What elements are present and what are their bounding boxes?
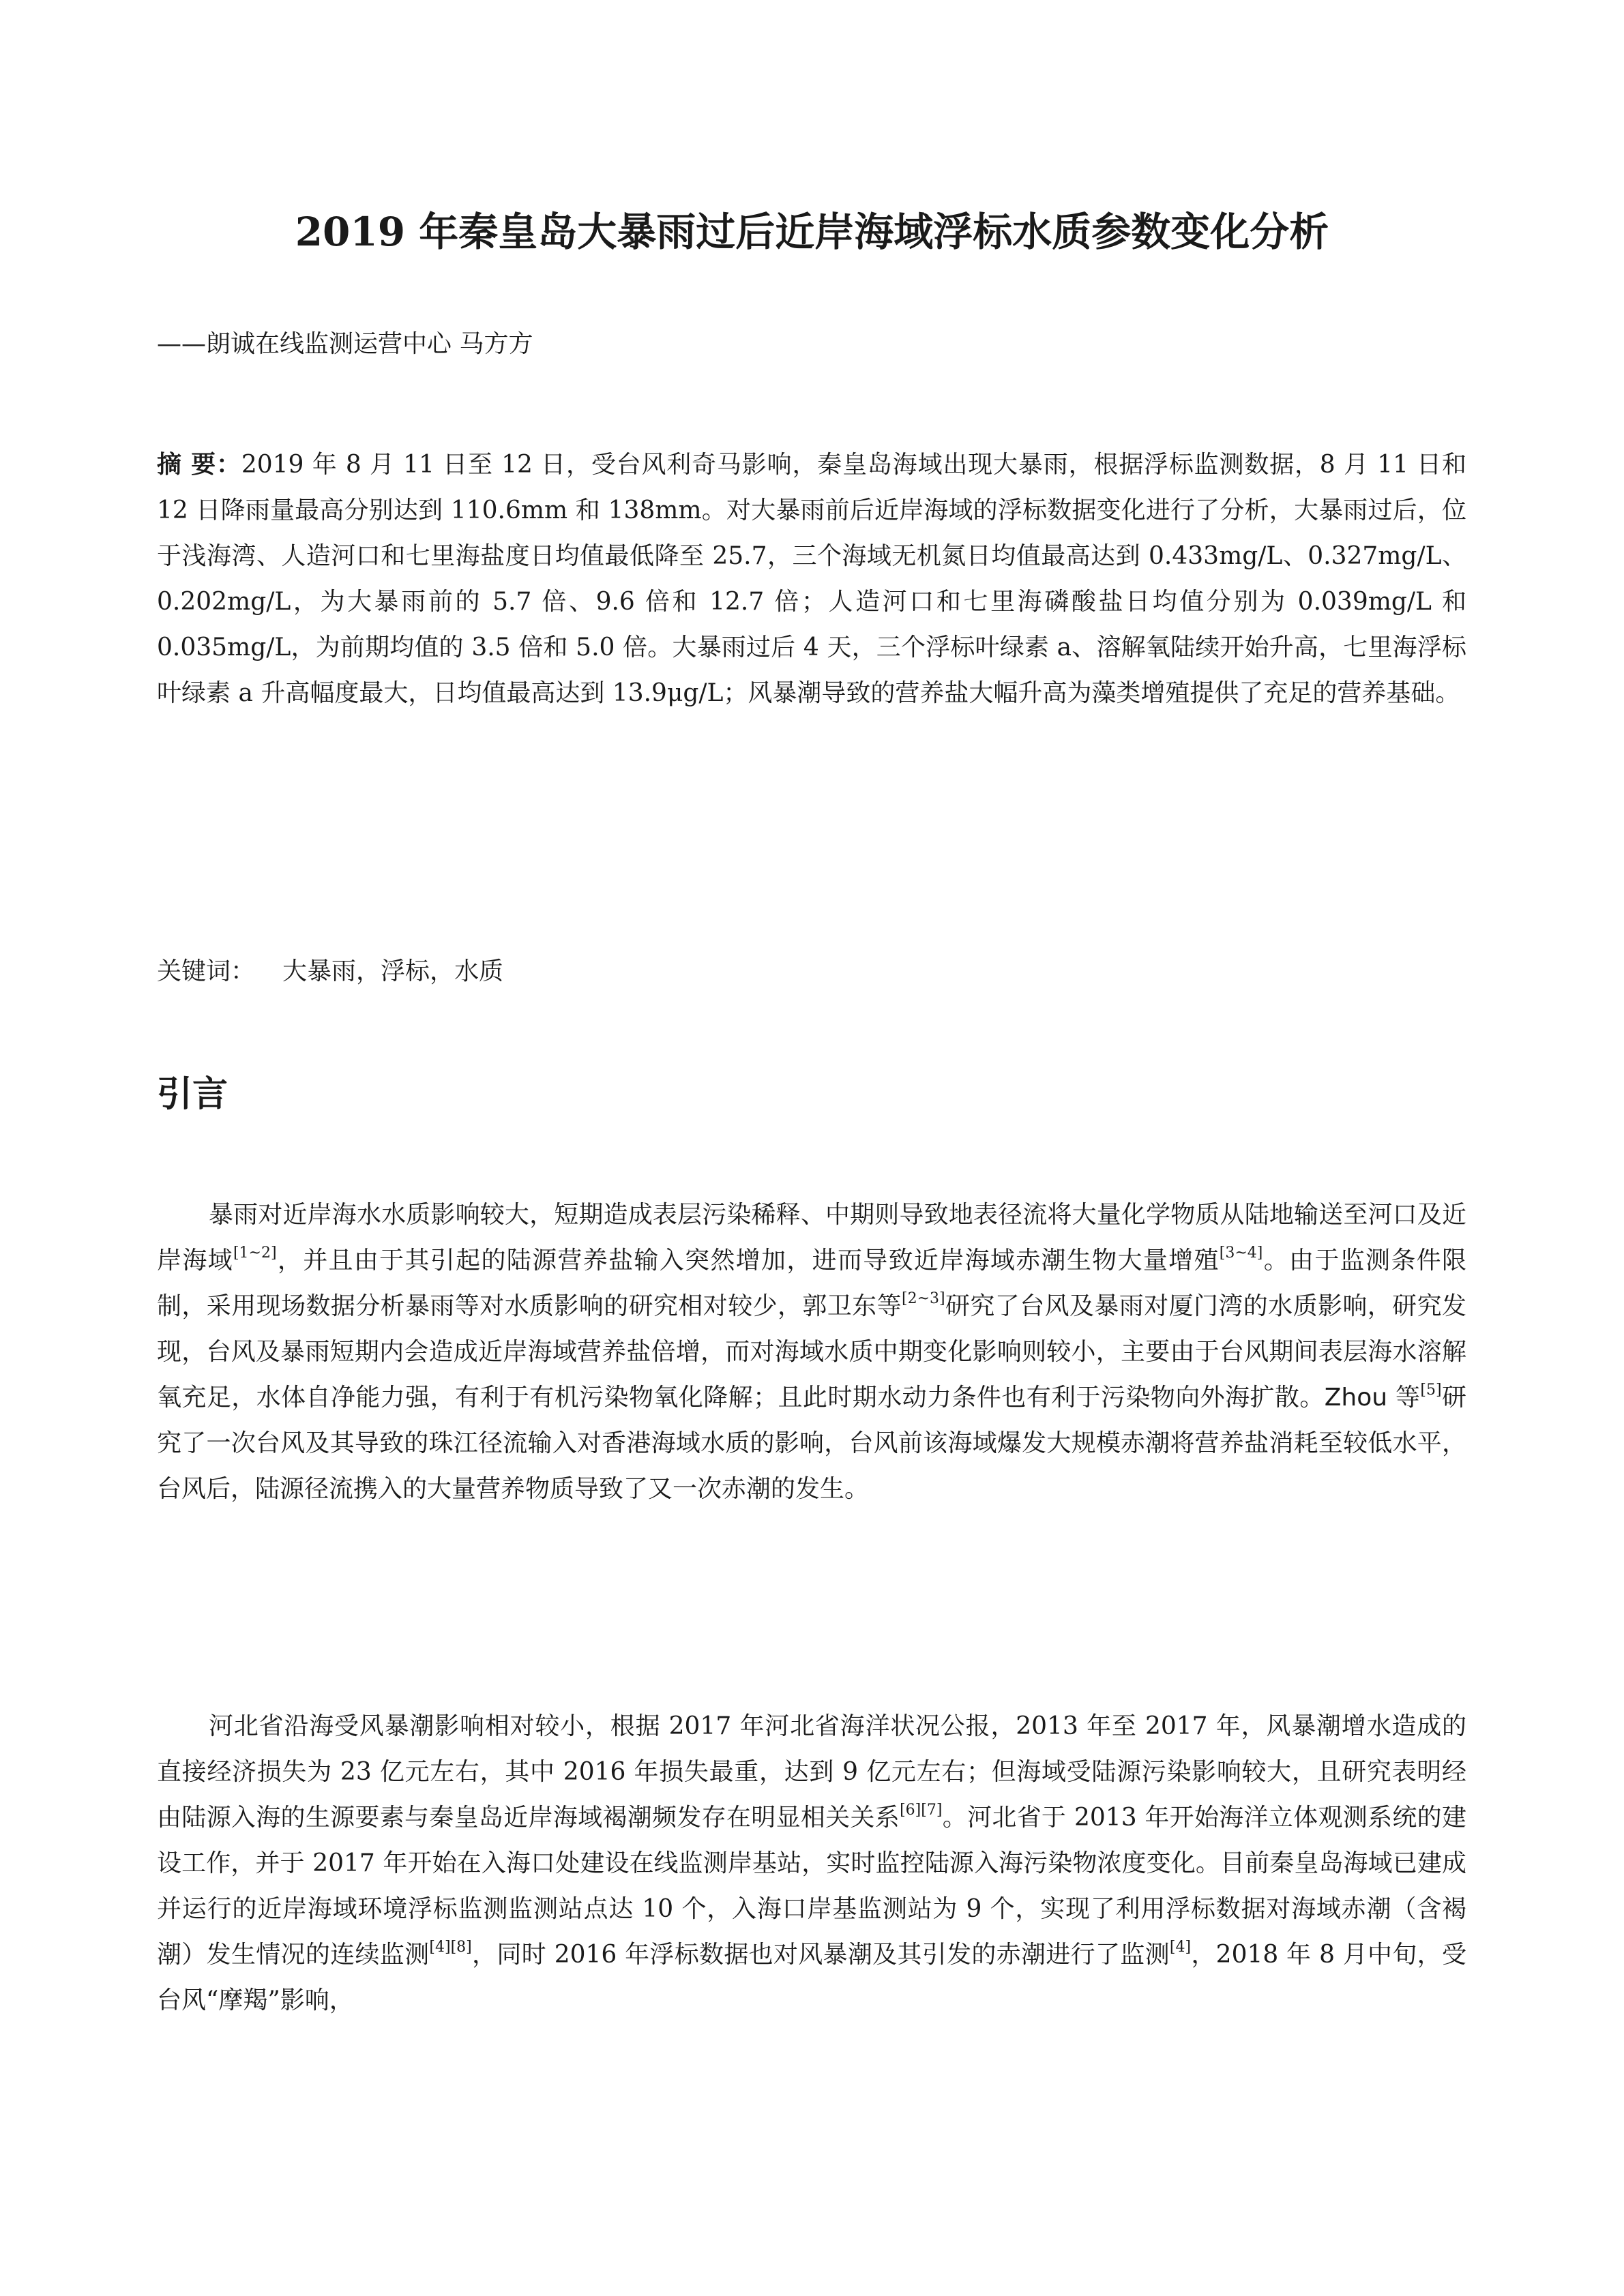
text-segment: 河北省沿海受风暴潮影响相对较小，根据 2017 年河北省海洋状况公报，2013 年至 2017 年，风暴潮增水造成的直接经济损失为 23 亿元左右，其中 2016 年损失最重，达到 9 亿元左右；但海域受陆源污染影响较大，且研究表明经由陆源入海的生源要素与秦皇岛近岸海域褐潮频发存在明显相关关系 (157, 1712, 1466, 1832)
abstract-text: 2019 年 8 月 11 日至 12 日，受台风利奇马影响，秦皇岛海域出现大暴雨，根据浮标监测数据，8 月 11 日和 12 日降雨量最高分别达到 110.6mm 和 138mm。对大暴雨前后近岸海域的浮标数据变化进行了分析，大暴雨过后，位于浅海湾、人造河口和七里海盐度日均值最低降至 25.7，三个海域无机氮日均值最高达到 0.433mg/L、0.327mg/L、0.202mg/L，为大暴雨前的 5.7 倍、9.6 倍和 12.7 倍；人造河口和七里海磷酸盐日均值分别为 0.039mg/L 和 0.035mg/L，为前期均值的 3.5 倍和 5.0 倍。大暴雨过后 4 天，三个浮标叶绿素 a、溶解氧陆续开始升高，七里海浮标叶绿素 a 升高幅度最大，日均值最高达到 13.9μg/L；风暴潮导致的营养盐大幅升高为藻类增殖提供了充足的营养基础。 (157, 451, 1466, 707)
author-byline: ——朗诚在线监测运营中心 马方方 (157, 330, 533, 358)
keywords (157, 955, 503, 989)
intro-paragraph-2 (157, 1703, 1466, 2023)
text-segment: ，并且由于其引起的陆源营养盐输入突然增加，进而导致近岸海域赤潮生物大量增殖 (276, 1247, 1220, 1274)
citation-ref: [5] (1420, 1382, 1442, 1399)
paper-title: 2019 年秦皇岛大暴雨过后近岸海域浮标水质参数变化分析 (295, 209, 1329, 255)
text-segment: 。河北省于 2013 年开始海洋立体观测系统的建设工作，并于 2017 年开始在入海口处建设在线监测岸基站，实时监控陆源入海污染物浓度变化。目前秦皇岛海域已建成并运行的近岸海域环境浮标监测监测站点达 10 个，入海口岸基监测站为 9 个，实现了利用浮标数据对海域赤潮（含褐潮）发生情况的连续监测 (157, 1804, 1466, 1969)
citation-ref: [6][7] (900, 1802, 943, 1819)
abstract-label: 摘 要： (157, 450, 241, 479)
author-name-zhou: Zhou (1324, 1384, 1388, 1412)
citation-ref: [4] (1169, 1939, 1192, 1956)
citation-ref: [1~2] (233, 1244, 277, 1262)
section-heading-introduction: 引言 (157, 1074, 228, 1115)
text-segment: ，2018 年 8 月中旬，受台风“摩羯”影响， (157, 1941, 1466, 2014)
text-segment: 研究了台风及暴雨对厦门湾的水质影响，研究发现，台风及暴雨短期内会造成近岸海域营养盐倍增，而对海域水质中期变化影响则较小，主要由于台风期间表层海水溶解氧充足，水体自净能力强，有利于有机污染物氧化降解；且此时期水动力条件也有利于污染物向外海扩散。 (157, 1292, 1466, 1412)
text-segment: 研究了一次台风及其导致的珠江径流输入对香港海域水质的影响，台风前该海域爆发大规模赤潮将营养盐消耗至较低水平，台风后，陆源径流携入的大量营养物质导致了又一次赤潮的发生。 (157, 1384, 1466, 1503)
text-segment: ，同时 2016 年浮标数据也对风暴潮及其引发的赤潮进行了监测 (471, 1941, 1170, 1969)
intro-paragraph-1 (157, 1192, 1466, 1512)
abstract (157, 442, 1466, 716)
citation-ref: [2~3] (902, 1290, 945, 1307)
text-segment: 等 (1387, 1384, 1421, 1412)
keywords-label: 关键词： (157, 957, 256, 985)
keywords-text: 大暴雨，浮标，水质 (282, 957, 504, 985)
citation-ref: [3~4] (1219, 1244, 1263, 1262)
text-segment: 。由于监测条件限制，采用现场数据分析暴雨等对水质影响的研究相对较少，郭卫东等 (157, 1247, 1466, 1320)
text-segment: 暴雨对近岸海水水质影响较大，短期造成表层污染稀释、中期则导致地表径流将大量化学物质从陆地输送至河口及近岸海域 (157, 1201, 1466, 1274)
citation-ref: [4][8] (429, 1939, 472, 1956)
